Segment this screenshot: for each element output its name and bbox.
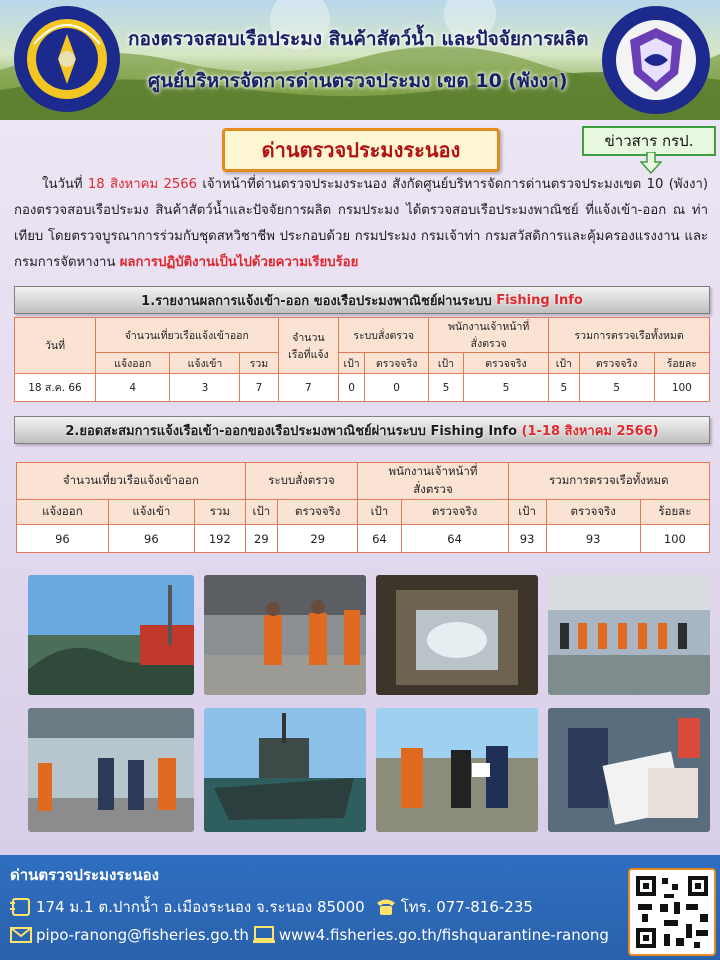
col-header-officer-l2: สั่งตรวจ <box>470 338 507 350</box>
telephone-icon <box>375 897 397 917</box>
footer-email[interactable]: pipo-ranong@fisheries.go.th <box>36 926 249 944</box>
col-header-officer-l2: สั่งตรวจ <box>413 482 453 496</box>
table-header-row <box>17 463 710 500</box>
table-subheader-row <box>17 500 710 525</box>
col-header-officer <box>429 318 549 353</box>
cell-total-actual: 5 <box>579 374 654 402</box>
cell-total-target: 5 <box>549 374 579 402</box>
page-title: ด่านตรวจประมงระนอง <box>222 128 500 172</box>
sub-header-actual: ตรวจจริง <box>463 353 548 374</box>
photo-fishing-nets <box>28 575 194 695</box>
address-book-icon <box>10 897 32 917</box>
col-header-total: รวมการตรวจเรือทั้งหมด <box>508 463 709 500</box>
section-2-title-text: 2.ยอดสะสมการแจ้งเรือเข้า-ออกของเรือประมงพาณิชย์ผ่านระบบ Fishing Info <box>65 423 518 439</box>
down-arrow-icon <box>640 152 662 174</box>
cell-in: 96 <box>108 525 194 553</box>
sub-header-percent: ร้อยละ <box>654 353 709 374</box>
sub-header-in: แจ้งเข้า <box>170 353 240 374</box>
sub-header-target: เป้า <box>549 353 579 374</box>
sub-header-percent: ร้อยละ <box>640 500 709 525</box>
col-header-vessels-l1: จำนวน <box>292 331 325 344</box>
footer-website[interactable]: www4.fisheries.go.th/fishquarantine-ranong <box>278 926 609 944</box>
photo-fishing-vessel <box>204 708 366 832</box>
sub-header-out: แจ้งออก <box>17 500 109 525</box>
intro-result: ผลการปฏิบัติงานเป็นไปด้วยความเรียบร้อย <box>119 255 359 270</box>
intro-text-2: เจ้าหน้าที่ด่านตรวจประมงระนอง สังกัดศูนย์บริหารจัดการด่านตรวจประมงเขต 10 (พังงา) กองตรวจสอบเรือประมง สินค้าสัตว์น้ำและปัจจัยการผลิต กรมประมง ได้ตรวจสอบเรือประมงพาณิชย์ ที่แจ้งเข้า-ออก ณ ท่าเทียบ โดยตรวจบูรณาการร่วมกับชุดสหวิชาชีพ ประกอบด้วย กรมประมง กรมเจ้าท่า กรมสวัสดิการและคุ้มครองแรงงาน และกรมการจัดหางาน <box>14 177 708 270</box>
cell-officer-target: 64 <box>358 525 401 553</box>
section-2-title-highlight: (1-18 สิงหาคม 2566) <box>521 423 659 439</box>
col-header-order-system: ระบบสั่งตรวจ <box>339 318 429 353</box>
sub-header-target: เป้า <box>339 353 365 374</box>
cell-total-actual: 93 <box>546 525 640 553</box>
col-header-vessels <box>278 318 339 374</box>
cell-order-actual: 29 <box>278 525 358 553</box>
col-header-total: รวมการตรวจเรือทั้งหมด <box>549 318 710 353</box>
cell-out: 96 <box>17 525 109 553</box>
col-header-officer-l1: พนักงานเจ้าหน้าที่ <box>448 321 530 333</box>
cell-order-actual: 0 <box>365 374 429 402</box>
daily-report-table <box>14 317 710 402</box>
intro-text-1: ในวันที่ <box>42 177 88 192</box>
sub-header-sum: รวม <box>194 500 245 525</box>
header-banner <box>0 0 720 120</box>
table-subheader-row <box>15 353 710 374</box>
cell-percent: 100 <box>640 525 709 553</box>
qr-code <box>628 868 716 956</box>
col-header-trips: จำนวนเที่ยวเรือแจ้งเข้าออก <box>96 318 279 353</box>
sub-header-out: แจ้งออก <box>96 353 170 374</box>
col-header-officer-l1: พนักงานเจ้าหน้าที่ <box>388 464 478 478</box>
cell-vessels: 7 <box>278 374 339 402</box>
section-1-title-text: 1.รายงานผลการแจ้งเข้า-ออก ของเรือประมงพาณิชย์ผ่านระบบ <box>141 293 492 309</box>
sub-header-actual: ตรวจจริง <box>365 353 429 374</box>
sub-header-target: เป้า <box>358 500 401 525</box>
table-header-row <box>15 318 710 353</box>
col-header-officer <box>358 463 508 500</box>
cell-sum: 192 <box>194 525 245 553</box>
sub-header-actual: ตรวจจริง <box>546 500 640 525</box>
footer-title: ด่านตรวจประมงระนอง <box>10 866 159 884</box>
sub-header-target: เป้า <box>429 353 464 374</box>
cell-officer-actual: 64 <box>401 525 508 553</box>
sub-header-actual: ตรวจจริง <box>278 500 358 525</box>
sub-header-sum: รวม <box>240 353 278 374</box>
sub-header-target: เป้า <box>245 500 277 525</box>
department-of-fisheries-seal-logo <box>12 4 122 114</box>
intro-paragraph <box>14 172 708 276</box>
computer-icon <box>253 925 275 945</box>
col-header-date: วันที่ <box>15 318 96 374</box>
col-header-vessels-l2: เรือที่แจ้ง <box>288 348 329 361</box>
sub-header-in: แจ้งเข้า <box>108 500 194 525</box>
cell-officer-actual: 5 <box>463 374 548 402</box>
footer-contact-line <box>10 925 609 945</box>
cell-out: 4 <box>96 374 170 402</box>
photo-inspection-at-dock <box>28 708 194 832</box>
section-1-title-highlight: Fishing Info <box>496 292 583 308</box>
cell-sum: 7 <box>240 374 278 402</box>
cell-order-target: 0 <box>339 374 365 402</box>
cell-percent: 100 <box>654 374 709 402</box>
photo-team-group <box>548 575 710 695</box>
cell-in: 3 <box>170 374 240 402</box>
footer-address-line <box>10 895 533 919</box>
footer-address: 174 ม.1 ต.ปากน้ำ อ.เมืองระนอง จ.ระนอง 85000 <box>36 898 365 916</box>
sub-header-target: เป้า <box>508 500 546 525</box>
news-badge: ข่าวสาร กรป. <box>582 126 716 156</box>
footer <box>0 855 720 960</box>
photo-fish-hold <box>376 575 538 695</box>
col-header-order-system: ระบบสั่งตรวจ <box>245 463 358 500</box>
sub-header-actual: ตรวจจริง <box>579 353 654 374</box>
photo-officers-at-pier <box>204 575 366 695</box>
cell-total-target: 93 <box>508 525 546 553</box>
col-header-trips: จำนวนเที่ยวเรือแจ้งเข้าออก <box>17 463 246 500</box>
section-1-title <box>14 286 710 314</box>
cell-officer-target: 5 <box>429 374 464 402</box>
cumulative-report-table <box>16 462 710 553</box>
section-2-title <box>14 416 710 444</box>
fishery-inspection-badge-logo <box>600 4 712 116</box>
table-row <box>15 374 710 402</box>
email-icon <box>10 925 32 945</box>
cell-order-target: 29 <box>245 525 277 553</box>
sub-header-actual: ตรวจจริง <box>401 500 508 525</box>
table-row <box>17 525 710 553</box>
intro-date: 18 สิงหาคม 2566 <box>87 177 198 192</box>
header-line-2: ศูนย์บริหารจัดการด่านตรวจประมง เขต 10 (พังงา) <box>148 70 568 92</box>
photo-paperwork <box>548 708 710 832</box>
footer-phone: โทร. 077-816-235 <box>400 898 533 916</box>
photo-document-check <box>376 708 538 832</box>
cell-date: 18 ส.ค. 66 <box>15 374 96 402</box>
header-line-1: กองตรวจสอบเรือประมง สินค้าสัตว์น้ำ และปัจจัยการผลิต <box>128 28 589 50</box>
